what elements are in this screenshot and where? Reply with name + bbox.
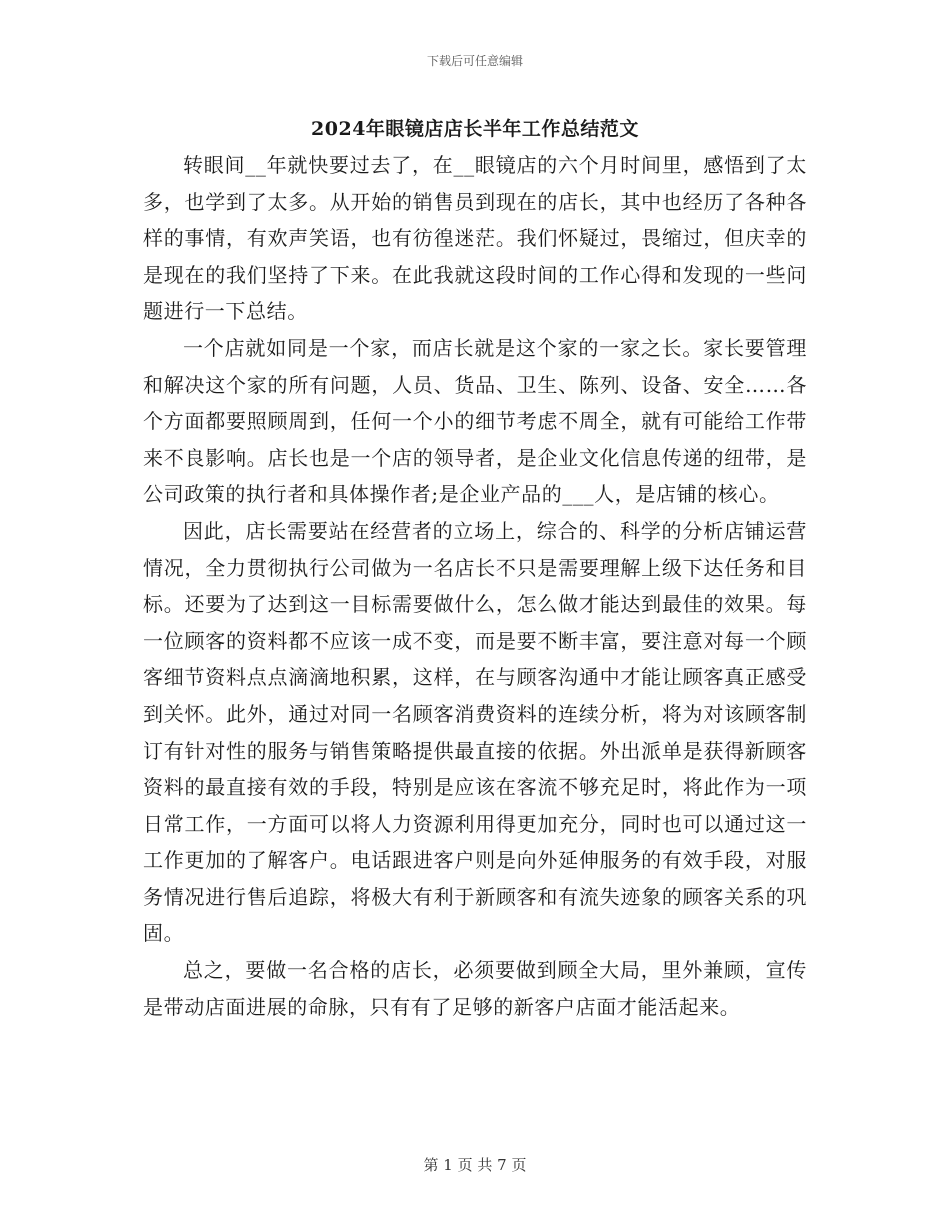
paragraph-4: 总之，要做一名合格的店长，必须要做到顾全大局，里外兼顾，宣传是带动店面进展的命脉，只有有了足够的新客户店面才能活起来。 (143, 958, 807, 1019)
paragraph-2: 一个店就如同是一个家，而店长就是这个家的一家之长。家长要管理和解决这个家的所有问题，人员、货品、卫生、陈列、设备、安全……各个方面都要照顾周到，任何一个小的细节考虑不周全，就有可能给工作带来不良影响。店长也是一个店的领导者，是企业文化信息传递的纽带，是公司政策的执行者和具体操作者;是企业产品的___人，是店铺的核心。 (143, 335, 807, 507)
paragraph-3: 因此，店长需要站在经营者的立场上，综合的、科学的分析店铺运营情况，全力贯彻执行公司做为一名店长不只是需要理解上级下达任务和目标。还要为了达到这一目标需要做什么，怎么做才能达到最佳的效果。每一位顾客的资料都不应该一成不变，而是要不断丰富，要注意对每一个顾客细节资料点点滴滴地积累，这样，在与顾客沟通中才能让顾客真正感受到关怀。此外，通过对同一名顾客消费资料的连续分析，将为对该顾客制订有针对性的服务与销售策略提供最直接的依据。外出派单是获得新顾客资料的最直接有效的手段，特别是应该在客流不够充足时，将此作为一项日常工作，一方面可以将人力资源利用得更加充分，同时也可以通过这一工作更加的了解客户。电话跟进客户则是向外延伸服务的有效手段，对服务情况进行售后追踪，将极大有利于新顾客和有流失迹象的顾客关系的巩固。 (143, 518, 807, 946)
document-title: 2024年眼镜店店长半年工作总结范文 (311, 118, 639, 140)
paragraph-1: 转眼间__年就快要过去了，在__眼镜店的六个月时间里，感悟到了太多，也学到了太多。从开始的销售员到现在的店长，其中也经历了各种各样的事情，有欢声笑语，也有彷徨迷茫。我们怀疑过，畏缩过，但庆幸的是现在的我们坚持了下来。在此我就这段时间的工作心得和发现的一些问题进行一下总结。 (143, 153, 807, 324)
page-number: 第 1 页 共 7 页 (423, 1156, 527, 1174)
page-header-note: 下载后可任意编辑 (426, 54, 523, 68)
document-body (143, 147, 807, 1025)
